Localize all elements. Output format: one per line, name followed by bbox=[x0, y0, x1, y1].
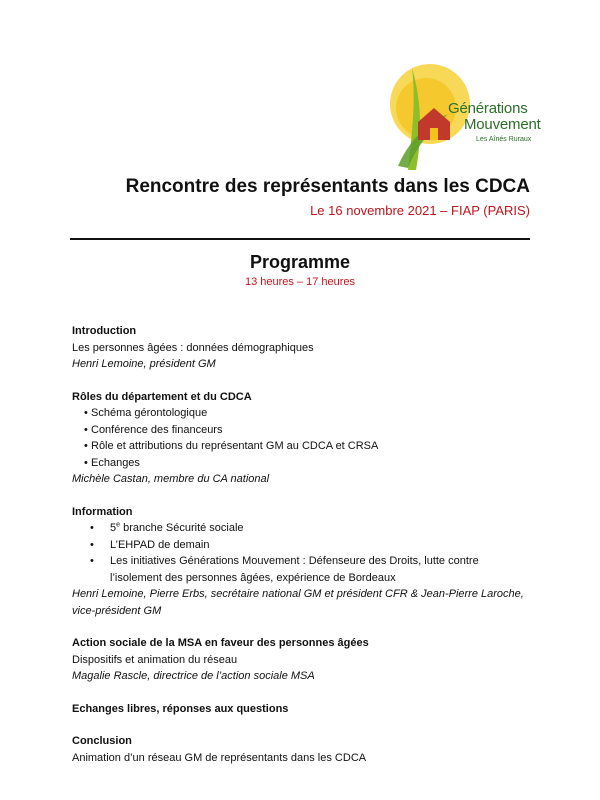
list-item bbox=[72, 520, 532, 537]
agenda bbox=[72, 323, 532, 782]
programme-title: Programme bbox=[249, 252, 351, 272]
section-line: Animation d’un réseau GM de représentants dans les CDCA bbox=[72, 751, 367, 764]
list-item: • Rôle et attributions du représentant GM au CDCA et CRSA bbox=[72, 438, 532, 455]
section-title: Conclusion bbox=[72, 735, 132, 747]
ordinal-suffix: e bbox=[116, 521, 121, 529]
list-item: • Les initiatives Générations Mouvement : Défenseure des Droits, lutte contre l’isolement des personnes âgées, expérience de Bordeaux bbox=[72, 553, 532, 586]
logo bbox=[378, 62, 541, 172]
logo-brand-line1: Générations bbox=[448, 100, 528, 117]
section-title: Echanges libres, réponses aux questions bbox=[72, 702, 289, 715]
section-title: Rôles du département et du CDCA bbox=[72, 390, 252, 403]
speaker: Henri Lemoine, président GM bbox=[72, 358, 216, 370]
section-title: Introduction bbox=[72, 325, 137, 337]
list-item: • Schéma gérontologique bbox=[72, 405, 532, 422]
speaker: Henri Lemoine, Pierre Erbs, secrétaire national GM et président CFR & Jean-Pierre Laroche, vice-président GM bbox=[72, 588, 524, 617]
document-subtitle: Le 16 novembre 2021 – FIAP (PARIS) bbox=[310, 203, 530, 218]
section-title: Information bbox=[72, 505, 133, 518]
section-conclusion bbox=[72, 733, 532, 766]
divider bbox=[70, 238, 530, 240]
bullet-list bbox=[72, 405, 532, 471]
section-line: Les personnes âgées : données démographiques bbox=[72, 341, 314, 354]
document-title: Rencontre des représentants dans les CDCA bbox=[125, 176, 530, 197]
section-title: Action sociale de la MSA en faveur des personnes âgées bbox=[72, 637, 369, 649]
logo-tagline: Les Aînés Ruraux bbox=[476, 136, 532, 143]
section-exchanges bbox=[72, 701, 532, 718]
section-msa bbox=[72, 635, 532, 685]
list-item: • Conférence des financeurs bbox=[72, 422, 532, 439]
section-roles bbox=[72, 389, 532, 488]
bullet-list bbox=[72, 520, 532, 586]
list-item: • L’EHPAD de demain bbox=[72, 537, 532, 554]
speaker: Michèle Castan, membre du CA national bbox=[72, 473, 270, 485]
section-information bbox=[72, 504, 532, 620]
speaker: Magalie Rascle, directrice de l’action sociale MSA bbox=[72, 670, 315, 682]
logo-brand-line2: Mouvement bbox=[464, 116, 541, 133]
branch-number: 5 bbox=[110, 522, 117, 534]
list-item: • Echanges bbox=[72, 455, 532, 472]
branch-text: branche Sécurité sociale bbox=[120, 522, 244, 534]
section-line: Dispositifs et animation du réseau bbox=[72, 653, 238, 666]
programme-hours: 13 heures – 17 heures bbox=[244, 276, 356, 288]
section-introduction bbox=[72, 323, 532, 373]
